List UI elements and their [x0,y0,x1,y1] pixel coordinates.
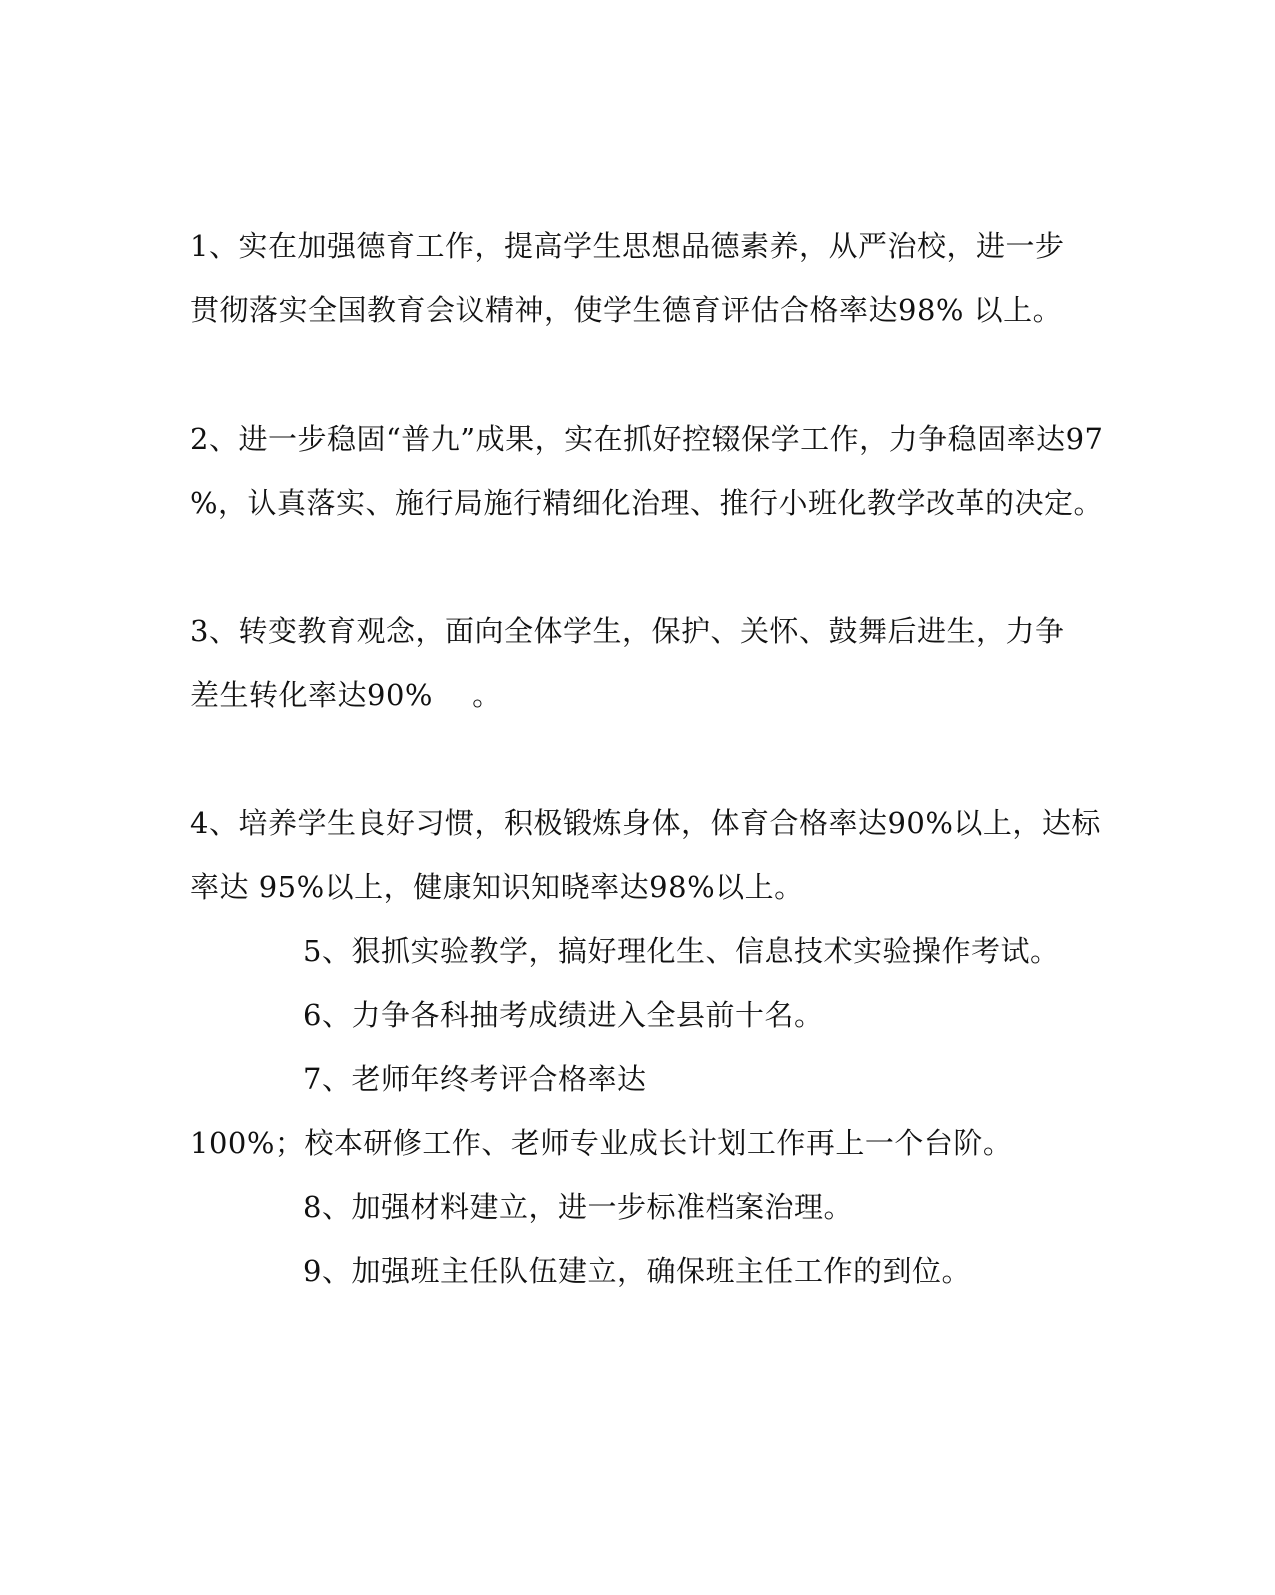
item-5: 5、狠抓实验教学，搞好理化生、信息技术实验操作考试。 [303,934,1060,968]
item-6: 6、力争各科抽考成绩进入全县前十名。 [303,998,824,1032]
item-3-line-1: 3、转变教育观念，面向全体学生，保护、关怀、鼓舞后进生，力争 [190,614,1065,648]
item-4-line-2: 率达 95%以上，健康知识知晓率达98%以上。 [190,870,804,904]
item-3-line-2: 差生转化率达90% 。 [190,678,502,712]
item-7-line-2: 100%；校本研修工作、老师专业成长计划工作再上一个台阶。 [190,1126,1013,1160]
item-1-line-2: 贯彻落实全国教育会议精神，使学生德育评估合格率达98% 以上。 [190,293,1063,327]
item-4-line-1: 4、培养学生良好习惯，积极锻炼身体，体育合格率达90%以上，达标 [190,806,1101,840]
item-9: 9、加强班主任队伍建立，确保班主任工作的到位。 [303,1254,971,1288]
item-7-line-1: 7、老师年终考评合格率达 [303,1062,647,1096]
item-8: 8、加强材料建立，进一步标准档案治理。 [303,1190,853,1224]
item-2-line-1: 2、进一步稳固“普九”成果，实在抓好控辍保学工作，力争稳固率达97 [190,422,1104,456]
item-2-line-2: %，认真落实、施行局施行精细化治理、推行小班化教学改革的决定。 [190,486,1104,520]
item-1-line-1: 1、实在加强德育工作，提高学生思想品德素养，从严治校，进一步 [190,229,1065,263]
